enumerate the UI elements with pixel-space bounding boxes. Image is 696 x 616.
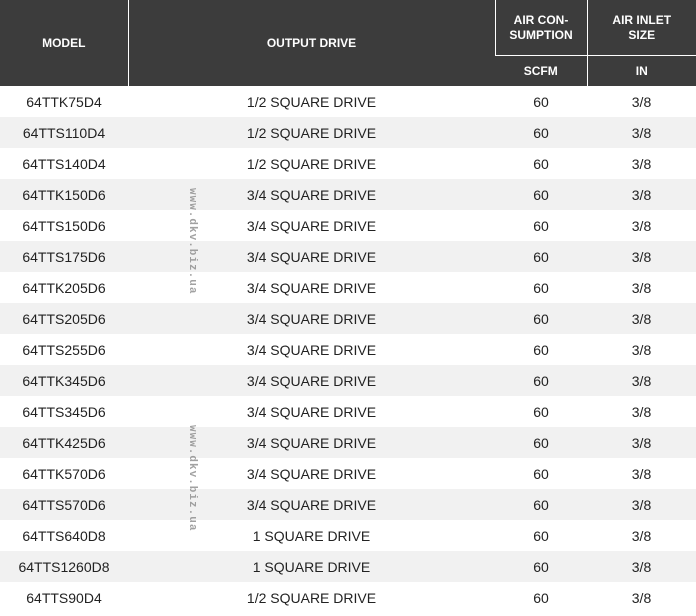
cell-air-consumption: 60 <box>495 520 587 551</box>
cell-air-consumption: 60 <box>495 148 587 179</box>
cell-output-drive: 1 SQUARE DRIVE <box>128 551 495 582</box>
header-air-consumption-line1: AIR CON- <box>513 12 569 27</box>
cell-air-inlet: 3/8 <box>587 117 696 148</box>
cell-model: 64TTS175D6 <box>0 241 128 272</box>
header-air-consumption-line2: SUMPTION <box>509 27 573 42</box>
cell-model: 64TTS1260D8 <box>0 551 128 582</box>
cell-air-consumption: 60 <box>495 272 587 303</box>
cell-air-inlet: 3/8 <box>587 241 696 272</box>
table-row <box>0 427 696 458</box>
cell-air-consumption: 60 <box>495 210 587 241</box>
header-air-inlet-line2: SIZE <box>628 27 656 42</box>
watermark-lower: www.dkv.biz.ua <box>186 425 198 532</box>
table-row <box>0 272 696 303</box>
cell-air-consumption: 60 <box>495 365 587 396</box>
header-air-consumption <box>495 0 587 56</box>
table-row <box>0 458 696 489</box>
cell-model: 64TTS90D4 <box>0 582 128 613</box>
cell-air-consumption: 60 <box>495 334 587 365</box>
table-row <box>0 303 696 334</box>
cell-air-inlet: 3/8 <box>587 303 696 334</box>
cell-output-drive: 3/4 SQUARE DRIVE <box>128 303 495 334</box>
cell-air-inlet: 3/8 <box>587 148 696 179</box>
cell-air-inlet: 3/8 <box>587 582 696 613</box>
cell-output-drive: 1 SQUARE DRIVE <box>128 520 495 551</box>
cell-output-drive: 3/4 SQUARE DRIVE <box>128 396 495 427</box>
cell-output-drive: 3/4 SQUARE DRIVE <box>128 427 495 458</box>
table-row <box>0 117 696 148</box>
header-air-inlet-line1: AIR INLET <box>612 12 672 27</box>
table-body <box>0 86 696 613</box>
cell-model: 64TTK570D6 <box>0 458 128 489</box>
table-row <box>0 86 696 117</box>
cell-air-inlet: 3/8 <box>587 458 696 489</box>
table-row <box>0 148 696 179</box>
cell-air-consumption: 60 <box>495 396 587 427</box>
cell-air-inlet: 3/8 <box>587 86 696 117</box>
cell-model: 64TTS255D6 <box>0 334 128 365</box>
cell-output-drive: 3/4 SQUARE DRIVE <box>128 179 495 210</box>
cell-model: 64TTS110D4 <box>0 117 128 148</box>
cell-output-drive: 1/2 SQUARE DRIVE <box>128 117 495 148</box>
header-output-drive: OUTPUT DRIVE <box>128 0 495 86</box>
cell-air-consumption: 60 <box>495 582 587 613</box>
cell-air-inlet: 3/8 <box>587 365 696 396</box>
cell-air-consumption: 60 <box>495 86 587 117</box>
cell-model: 64TTS140D4 <box>0 148 128 179</box>
header-model: MODEL <box>0 0 128 86</box>
cell-model: 64TTK425D6 <box>0 427 128 458</box>
cell-air-inlet: 3/8 <box>587 179 696 210</box>
cell-air-consumption: 60 <box>495 303 587 334</box>
cell-air-consumption: 60 <box>495 458 587 489</box>
table-row <box>0 520 696 551</box>
header-air-inlet <box>587 0 696 56</box>
cell-output-drive: 3/4 SQUARE DRIVE <box>128 489 495 520</box>
table-header <box>0 0 696 86</box>
header-unit-scfm: SCFM <box>495 56 587 87</box>
cell-air-consumption: 60 <box>495 427 587 458</box>
cell-air-inlet: 3/8 <box>587 210 696 241</box>
cell-output-drive: 3/4 SQUARE DRIVE <box>128 241 495 272</box>
cell-model: 64TTS640D8 <box>0 520 128 551</box>
cell-air-consumption: 60 <box>495 179 587 210</box>
cell-model: 64TTS570D6 <box>0 489 128 520</box>
cell-air-inlet: 3/8 <box>587 427 696 458</box>
table-row <box>0 551 696 582</box>
cell-model: 64TTK75D4 <box>0 86 128 117</box>
cell-output-drive: 1/2 SQUARE DRIVE <box>128 582 495 613</box>
cell-output-drive: 3/4 SQUARE DRIVE <box>128 365 495 396</box>
cell-air-consumption: 60 <box>495 489 587 520</box>
cell-output-drive: 1/2 SQUARE DRIVE <box>128 86 495 117</box>
cell-model: 64TTK345D6 <box>0 365 128 396</box>
cell-output-drive: 3/4 SQUARE DRIVE <box>128 272 495 303</box>
cell-air-consumption: 60 <box>495 551 587 582</box>
cell-air-inlet: 3/8 <box>587 334 696 365</box>
cell-model: 64TTK205D6 <box>0 272 128 303</box>
table-row <box>0 210 696 241</box>
cell-air-inlet: 3/8 <box>587 272 696 303</box>
cell-output-drive: 1/2 SQUARE DRIVE <box>128 148 495 179</box>
table-row <box>0 365 696 396</box>
table-row <box>0 241 696 272</box>
table-row <box>0 179 696 210</box>
cell-output-drive: 3/4 SQUARE DRIVE <box>128 334 495 365</box>
header-unit-in: IN <box>587 56 696 87</box>
cell-air-consumption: 60 <box>495 117 587 148</box>
cell-air-inlet: 3/8 <box>587 551 696 582</box>
cell-model: 64TTS345D6 <box>0 396 128 427</box>
cell-output-drive: 3/4 SQUARE DRIVE <box>128 210 495 241</box>
cell-air-inlet: 3/8 <box>587 396 696 427</box>
table-row <box>0 489 696 520</box>
cell-air-inlet: 3/8 <box>587 489 696 520</box>
watermark-upper: www.dkv.biz.ua <box>186 188 198 295</box>
cell-model: 64TTS150D6 <box>0 210 128 241</box>
cell-model: 64TTK150D6 <box>0 179 128 210</box>
cell-air-consumption: 60 <box>495 241 587 272</box>
table-row <box>0 396 696 427</box>
cell-model: 64TTS205D6 <box>0 303 128 334</box>
cell-air-inlet: 3/8 <box>587 520 696 551</box>
table-row <box>0 582 696 613</box>
table-row <box>0 334 696 365</box>
cell-output-drive: 3/4 SQUARE DRIVE <box>128 458 495 489</box>
